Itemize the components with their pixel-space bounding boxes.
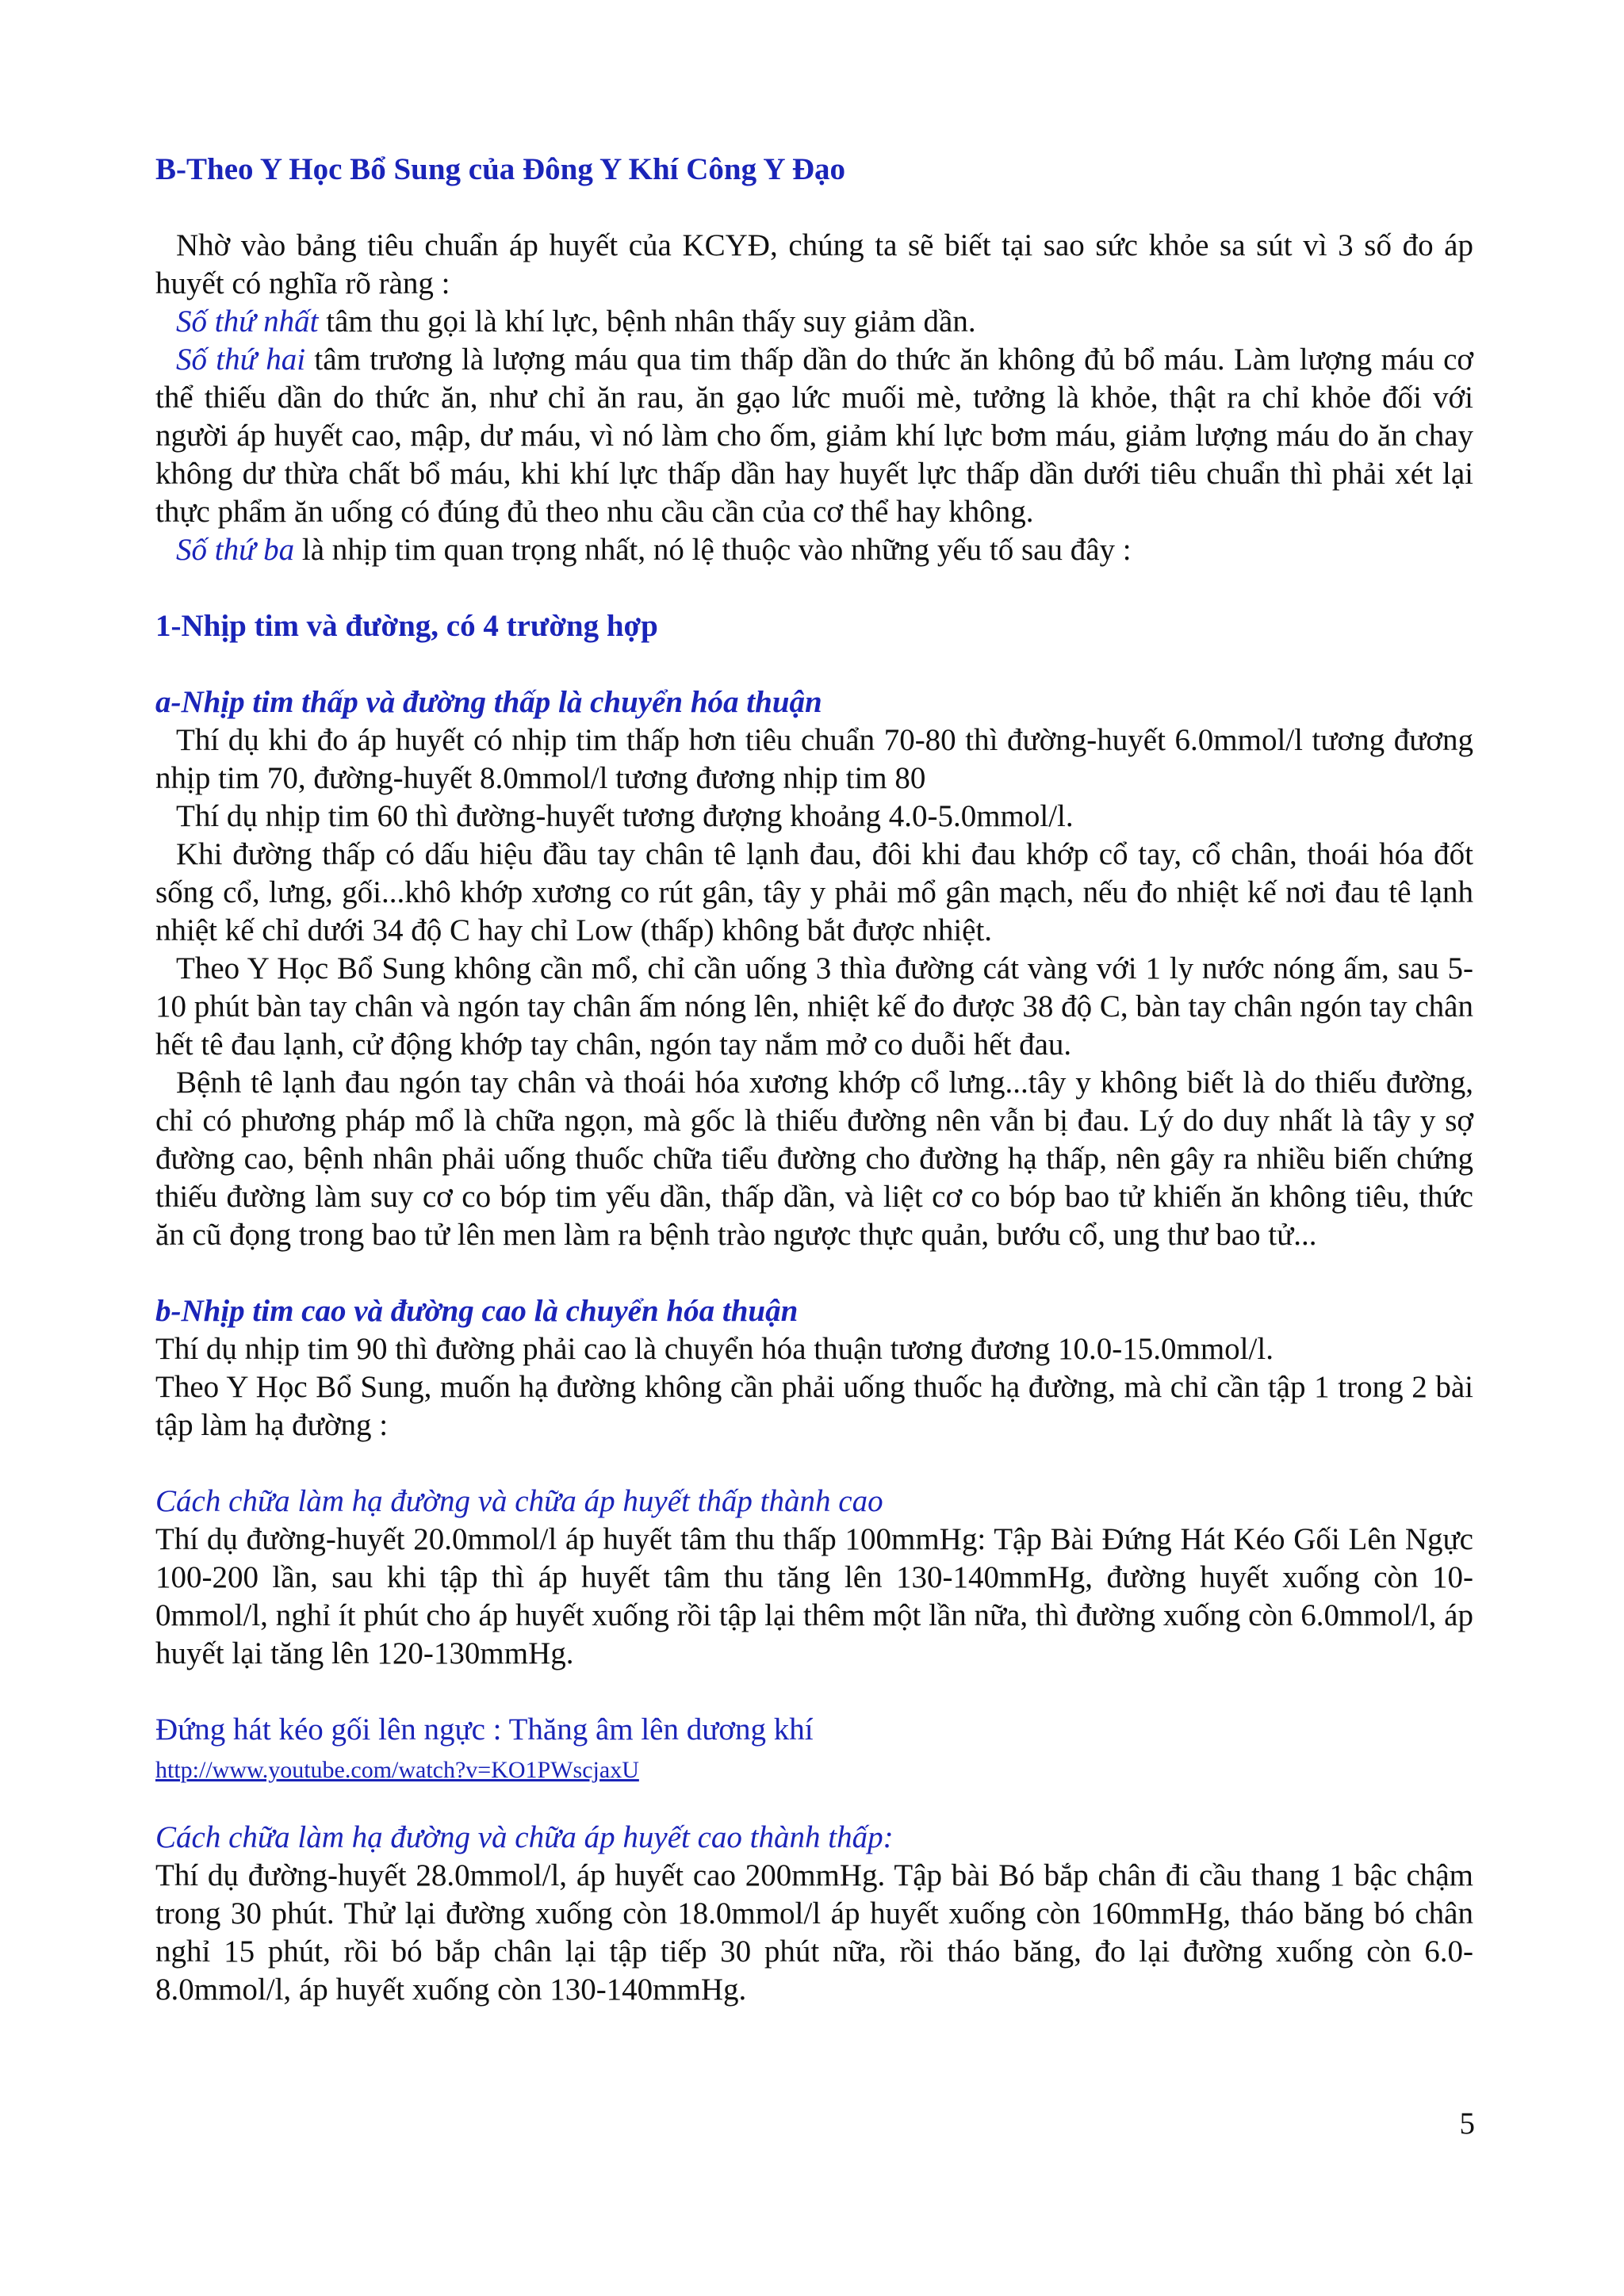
subsection-b-paragraph-1: Thí dụ nhịp tim 90 thì đường phải cao là chuyển hóa thuận tương đương 10.0-15.0mmol/l. bbox=[155, 1332, 1274, 1366]
subsection-heading-a: a-Nhịp tim thấp và đường thấp là chuyển hóa thuận bbox=[155, 685, 822, 719]
exercise-title: Đứng hát kéo gối lên ngực : Thăng âm lên dương khí bbox=[155, 1712, 814, 1747]
cure-heading-high-to-low: Cách chữa làm hạ đường và chữa áp huyết cao thành thấp: bbox=[155, 1820, 894, 1854]
paragraph-number-one bbox=[155, 303, 1473, 341]
label-number-two: Số thứ hai bbox=[176, 342, 306, 377]
intro-paragraph: Nhờ vào bảng tiêu chuẩn áp huyết của KCYĐ, chúng ta sẽ biết tại sao sức khỏe sa sút vì 3 số đo áp huyết có nghĩa rõ ràng : bbox=[155, 228, 1473, 300]
label-number-three: Số thứ ba bbox=[176, 533, 295, 567]
subsection-a-paragraph-4: Theo Y Học Bổ Sung không cần mổ, chỉ cần uống 3 thìa đường cát vàng với 1 ly nước nóng ấm, sau 5-10 phút bàn tay chân và ngón tay chân ấm nóng lên, nhiệt kế đo được 38 độ C, bàn tay chân ngón tay chân hết tê đau lạnh, cử động khớp tay chân, ngón tay nắm mở co duỗi hết đau. bbox=[155, 951, 1473, 1062]
page-content bbox=[155, 151, 1473, 2009]
main-heading: B-Theo Y Học Bổ Sung của Đông Y Khí Công Y Đạo bbox=[155, 152, 846, 186]
paragraph-number-three bbox=[155, 531, 1473, 569]
text-number-two: tâm trương là lượng máu qua tim thấp dần do thức ăn không đủ bổ máu. Làm lượng máu cơ thể thiếu dần do thức ăn, như chỉ ăn rau, ăn gạo lức muối mè, tưởng là khỏe, thật ra chỉ khỏe đối với người áp huyết cao, mập, dư máu, vì nó làm cho ốm, giảm khí lực bơm máu, giảm lượng máu do ăn chay không dư thừa chất bổ máu, khi khí lực thấp dần hay huyết lực thấp dần dưới tiêu chuẩn thì phải xét lại thực phẩm ăn uống có đúng đủ theo nhu cầu cần của cơ thể hay không. bbox=[155, 342, 1473, 529]
cure-heading-low-to-high: Cách chữa làm hạ đường và chữa áp huyết thấp thành cao bbox=[155, 1484, 883, 1518]
subsection-a-paragraph-3: Khi đường thấp có dấu hiệu đầu tay chân tê lạnh đau, đôi khi đau khớp cổ tay, cổ chân, thoái hóa đốt sống cổ, lưng, gối...khô khớp xương co rút gân, tây y phải mổ gân mạch, nếu đo nhiệt kế nơi đau tê lạnh nhiệt kế chỉ dưới 34 độ C hay chỉ Low (thấp) không bắt được nhiệt. bbox=[155, 837, 1473, 947]
subsection-a-paragraph-2: Thí dụ nhịp tim 60 thì đường-huyết tương đượng khoảng 4.0-5.0mmol/l. bbox=[176, 799, 1074, 833]
subsection-a-paragraph-1: Thí dụ khi đo áp huyết có nhịp tim thấp hơn tiêu chuẩn 70-80 thì đường-huyết 6.0mmol/l tương đương nhịp tim 70, đường-huyết 8.0mmol/l tương đương nhịp tim 80 bbox=[155, 723, 1473, 795]
subsection-b-paragraph-2: Theo Y Học Bổ Sung, muốn hạ đường không cần phải uống thuốc hạ đường, mà chỉ cần tập 1 trong 2 bài tập làm hạ đường : bbox=[155, 1370, 1473, 1442]
section-heading-1: 1-Nhịp tim và đường, có 4 trường hợp bbox=[155, 609, 658, 643]
text-number-three: là nhịp tim quan trọng nhất, nó lệ thuộc vào những yếu tố sau đây : bbox=[294, 533, 1132, 567]
page-number: 5 bbox=[1459, 2107, 1475, 2141]
cure-high-to-low-paragraph: Thí dụ đường-huyết 28.0mmol/l, áp huyết cao 200mmHg. Tập bài Bó bắp chân đi cầu thang 1 bậc chậm trong 30 phút. Thử lại đường xuống còn 18.0mmol/l áp huyết xuống còn 160mmHg, tháo băng bó chân nghỉ 15 phút, rồi bó bắp chân lại tập tiếp 30 phút nữa, rồi tháo băng, đo lại đường xuống còn 6.0-8.0mmol/l, áp huyết xuống còn 130-140mmHg. bbox=[155, 1858, 1473, 2007]
text-number-one: tâm thu gọi là khí lực, bệnh nhân thấy suy giảm dần. bbox=[318, 304, 976, 339]
subsection-heading-b: b-Nhịp tim cao và đường cao là chuyển hóa thuận bbox=[155, 1294, 799, 1328]
label-number-one: Số thứ nhất bbox=[176, 304, 319, 339]
cure-low-to-high-paragraph: Thí dụ đường-huyết 20.0mmol/l áp huyết tâm thu thấp 100mmHg: Tập Bài Đứng Hát Kéo Gối Lên Ngực 100-200 lần, sau khi tập thì áp huyết tâm thu tăng lên 130-140mmHg, đường huyết xuống còn 10-0mmol/l, nghỉ ít phút cho áp huyết xuống rồi tập lại thêm một lần nữa, thì đường xuống còn 6.0mmol/l, áp huyết lại tăng lên 120-130mmHg. bbox=[155, 1522, 1473, 1670]
exercise-video-link[interactable]: http://www.youtube.com/watch?v=KO1PWscjaxU bbox=[155, 1757, 639, 1783]
paragraph-number-two bbox=[155, 341, 1473, 531]
subsection-a-paragraph-5: Bệnh tê lạnh đau ngón tay chân và thoái hóa xương khớp cổ lưng...tây y không biết là do thiếu đường, chỉ có phương pháp mổ là chữa ngọn, mà gốc là thiếu đường nên vẫn bị đau. Lý do duy nhất là tây y sợ đường cao, bệnh nhân phải uống thuốc chữa tiểu đường cho đường hạ thấp, nên gây ra nhiều biến chứng thiếu đường làm suy cơ co bóp tim yếu dần, thấp dần, và liệt cơ co bóp bao tử khiến ăn không tiêu, thức ăn cũ đọng trong bao tử lên men làm ra bệnh trào ngược thực quản, bướu cổ, ung thư bao tử... bbox=[155, 1066, 1473, 1252]
